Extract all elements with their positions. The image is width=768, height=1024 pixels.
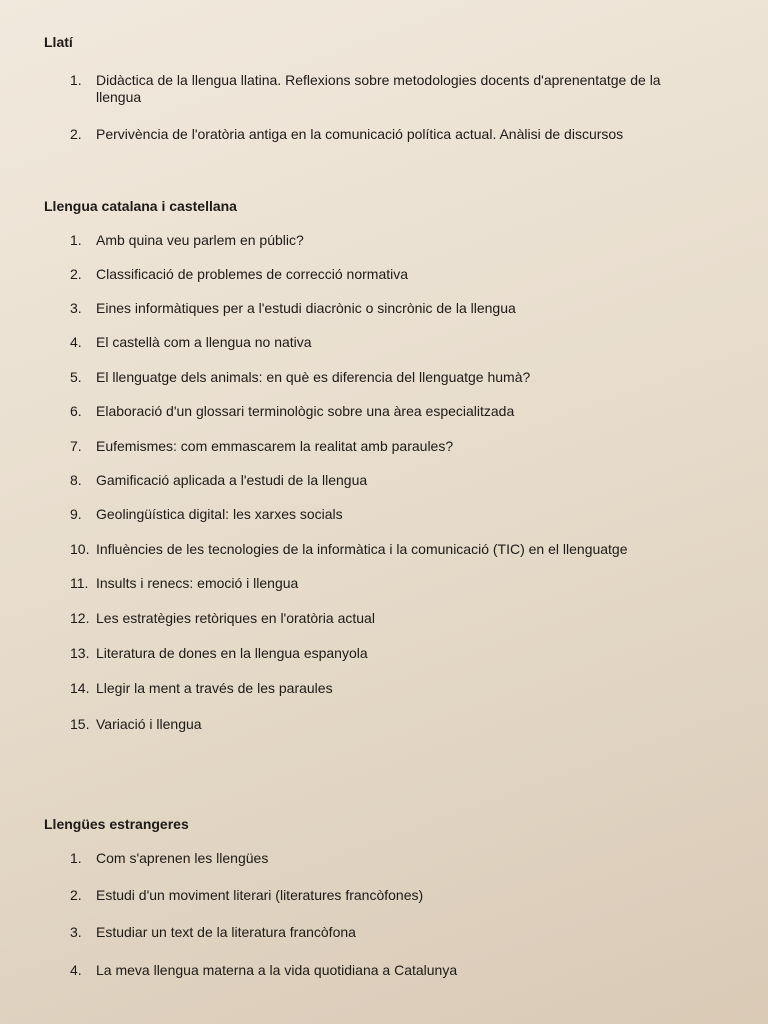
list-item — [70, 438, 706, 455]
list-item — [70, 850, 706, 867]
list-item — [70, 369, 706, 386]
item-text: Pervivència de l'oratòria antiga en la comunicació política actual. Anàlisi de discursos — [96, 126, 624, 142]
item-number: 9. — [70, 506, 82, 522]
item-text: Com s'aprenen les llengües — [96, 850, 269, 866]
item-text: Literatura de dones en la llengua espanyola — [96, 645, 368, 661]
item-text: Classificació de problemes de correcció normativa — [96, 266, 409, 282]
item-text: Variació i llengua — [96, 716, 202, 732]
item-number: 15. — [70, 716, 90, 732]
list-item — [70, 575, 706, 592]
list-item — [70, 924, 706, 941]
item-number: 5. — [70, 369, 82, 385]
list-item — [70, 300, 706, 317]
item-text: El castellà com a llengua no nativa — [96, 334, 312, 350]
item-number: 6. — [70, 403, 82, 419]
list-item — [70, 680, 706, 697]
item-number: 1. — [70, 72, 82, 88]
item-number: 4. — [70, 962, 82, 978]
item-number: 2. — [70, 266, 82, 282]
item-number: 3. — [70, 924, 82, 940]
item-number: 2. — [70, 887, 82, 903]
item-number: 2. — [70, 126, 82, 142]
item-number: 4. — [70, 334, 82, 350]
item-text: Insults i renecs: emoció i llengua — [96, 575, 299, 591]
item-number: 14. — [70, 680, 90, 696]
item-number: 7. — [70, 438, 82, 454]
list-item — [70, 716, 706, 733]
section-heading: Llengua catalana i castellana — [44, 198, 237, 214]
item-text: Gamificació aplicada a l'estudi de la llengua — [96, 472, 368, 488]
item-text: Les estratègies retòriques en l'oratòria actual — [96, 610, 375, 626]
list-item — [70, 334, 706, 351]
item-text: Llegir la ment a través de les paraules — [96, 680, 333, 696]
section-heading: Llengües estrangeres — [44, 816, 189, 832]
section-heading: Llatí — [44, 34, 73, 50]
item-text: Estudiar un text de la literatura francòfona — [96, 924, 356, 940]
item-text: Geolingüística digital: les xarxes socials — [96, 506, 343, 522]
item-number: 13. — [70, 645, 90, 661]
item-text: Didàctica de la llengua llatina. Reflexions sobre metodologies docents d'aprenentatge de la llengua — [96, 72, 661, 105]
item-number: 10. — [70, 541, 90, 557]
list-item — [70, 541, 706, 558]
item-text: Estudi d'un moviment literari (literatures francòfones) — [96, 887, 424, 903]
list-item — [70, 472, 706, 489]
list-item — [70, 266, 706, 283]
list-item — [70, 506, 706, 523]
list-item — [70, 232, 706, 249]
list-item — [70, 72, 706, 106]
item-number: 1. — [70, 850, 82, 866]
item-text: Eines informàtiques per a l'estudi diacrònic o sincrònic de la llengua — [96, 300, 516, 316]
item-number: 11. — [70, 575, 89, 591]
item-number: 1. — [70, 232, 82, 248]
item-text: Amb quina veu parlem en públic? — [96, 232, 304, 248]
item-number: 8. — [70, 472, 82, 488]
list-item — [70, 962, 706, 979]
item-text: La meva llengua materna a la vida quotidiana a Catalunya — [96, 962, 458, 978]
item-text: Influències de les tecnologies de la informàtica i la comunicació (TIC) en el llenguatge — [96, 541, 628, 557]
list-item — [70, 403, 706, 420]
item-number: 12. — [70, 610, 90, 626]
list-item — [70, 126, 706, 143]
list-item — [70, 645, 706, 662]
list-item — [70, 887, 706, 904]
item-number: 3. — [70, 300, 82, 316]
item-text: Eufemismes: com emmascarem la realitat amb paraules? — [96, 438, 454, 454]
item-text: Elaboració d'un glossari terminològic sobre una àrea especialitzada — [96, 403, 515, 419]
item-text: El llenguatge dels animals: en què es diferencia del llenguatge humà? — [96, 369, 531, 385]
list-item — [70, 610, 706, 627]
